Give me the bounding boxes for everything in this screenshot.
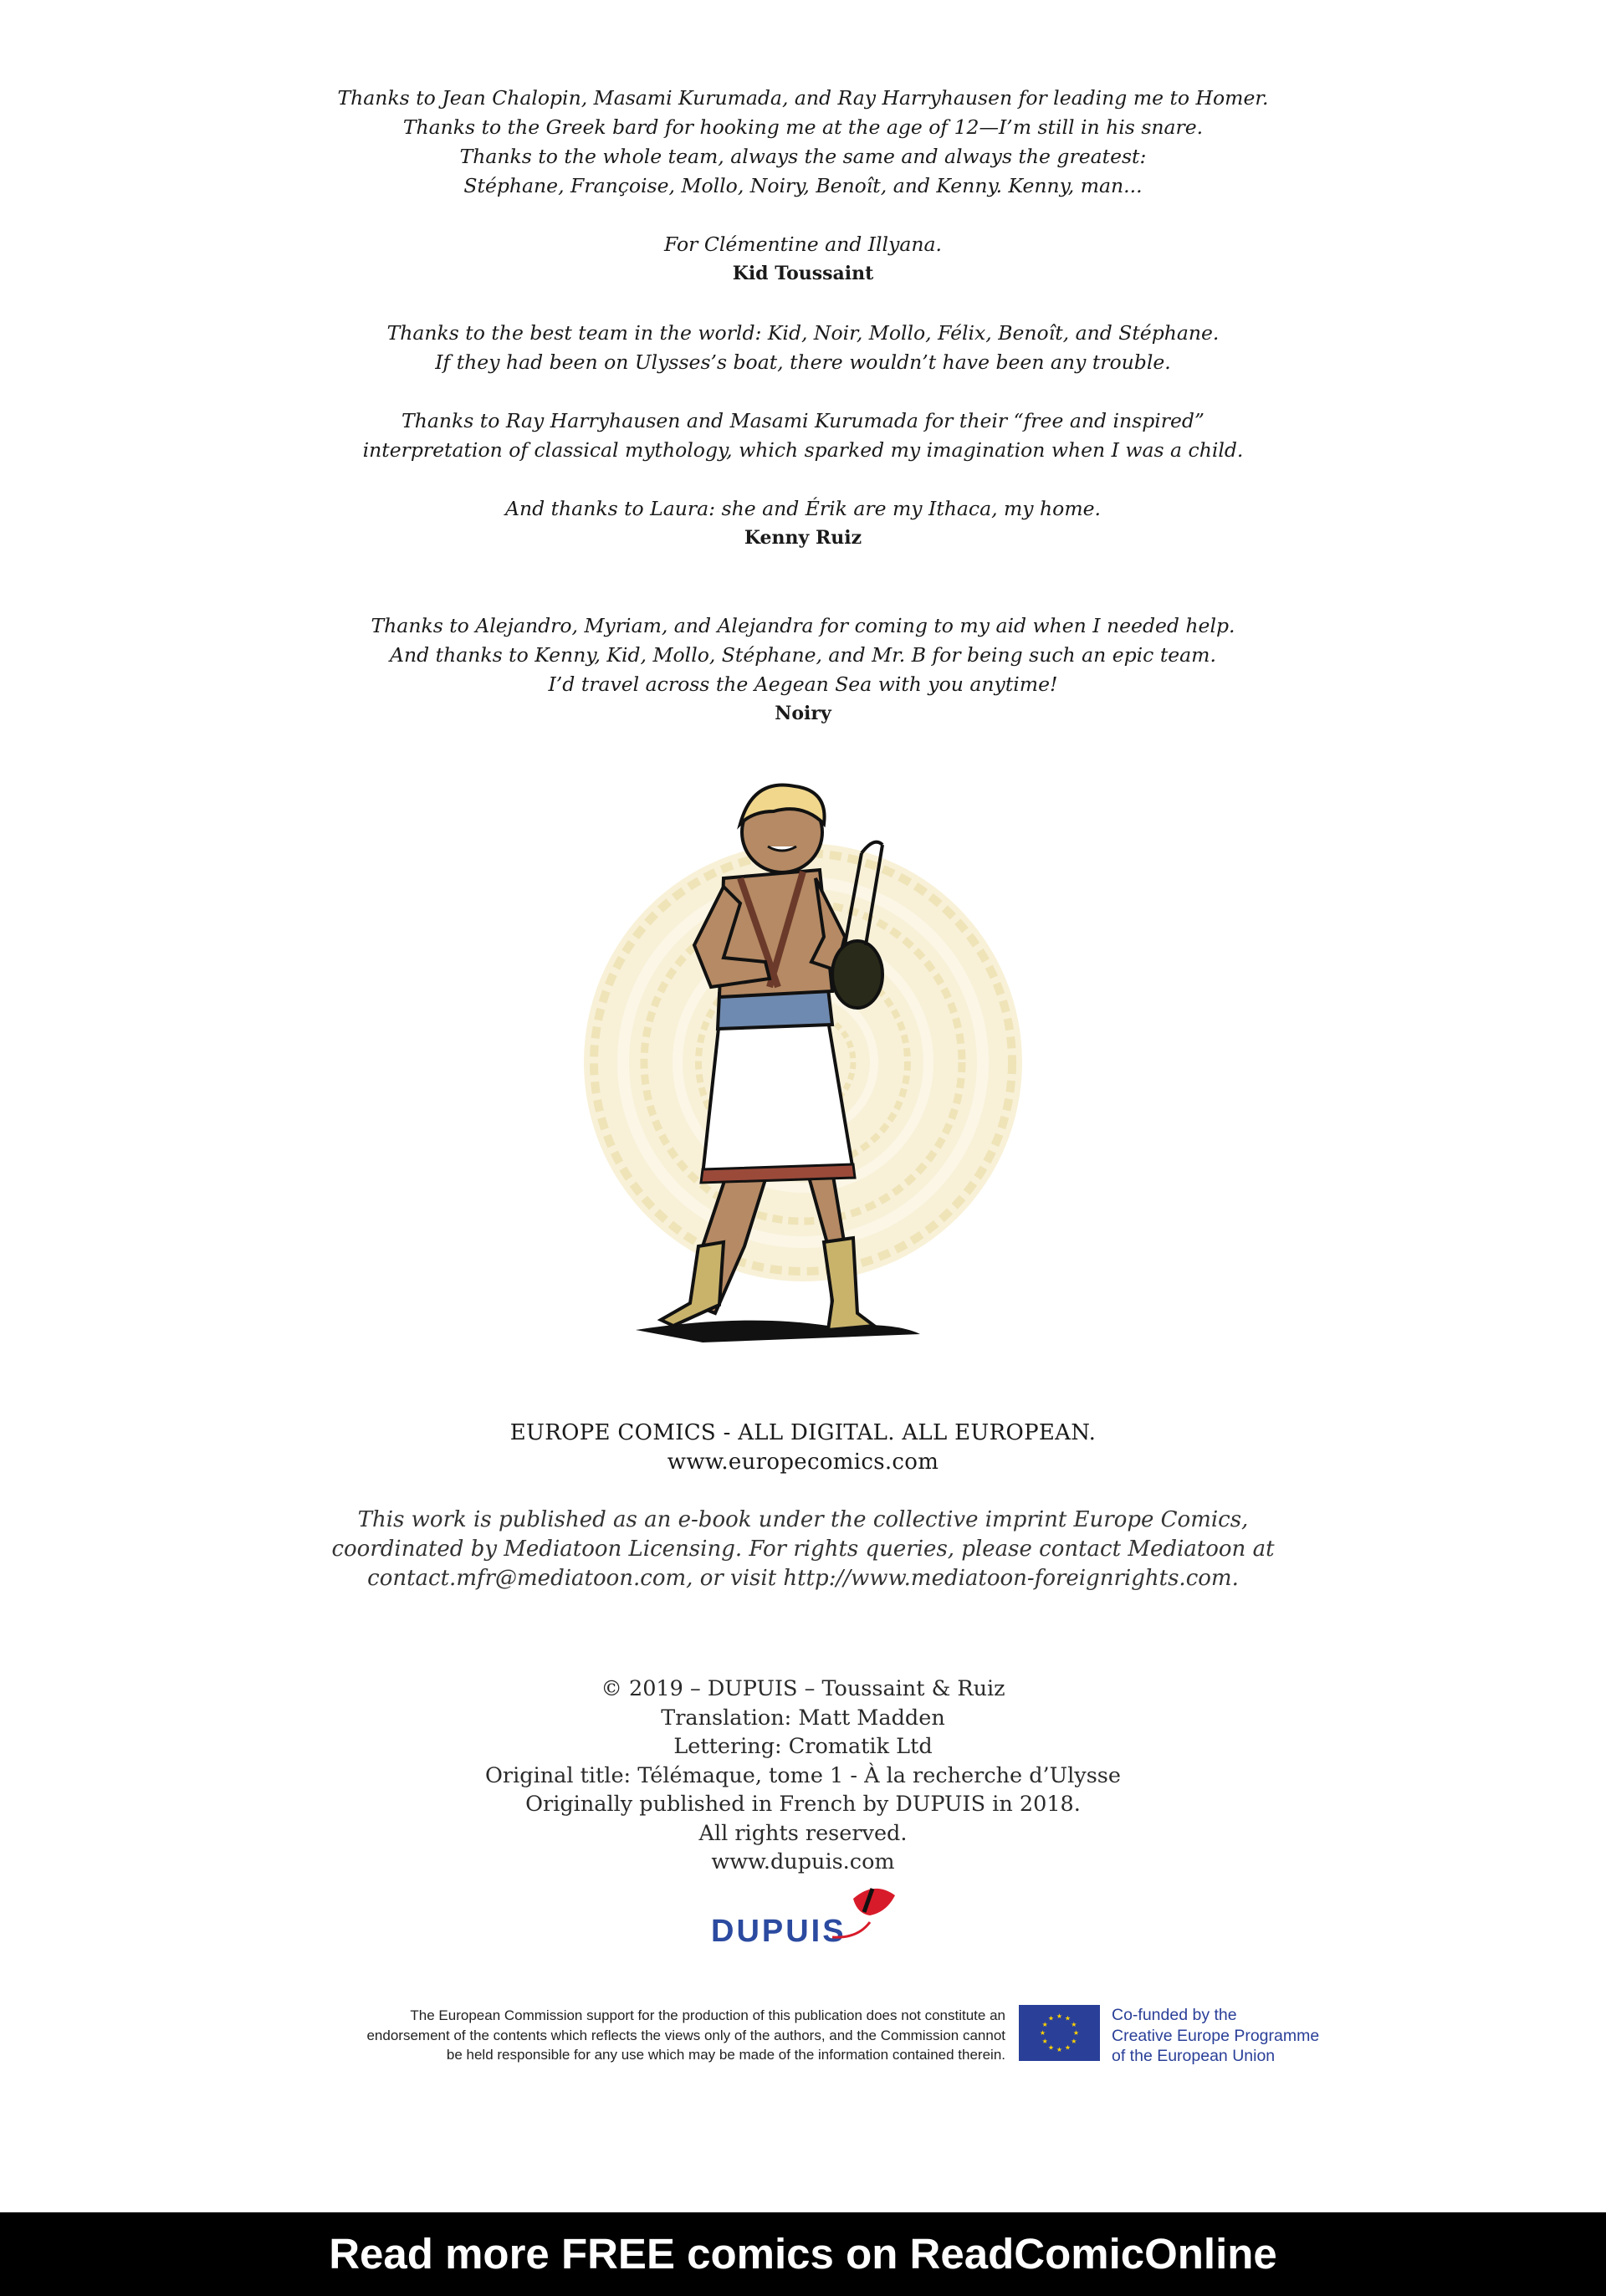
thanks-noiry-section (0, 611, 1606, 729)
signature-kid-toussaint: Kid Toussaint (732, 263, 874, 284)
signature-noiry: Noiry (775, 703, 831, 724)
thanks-line: And thanks to Kenny, Kid, Mollo, Stéphane, and Mr. B for being such an epic team. (390, 643, 1216, 667)
eu-cofunded-line: Creative Europe Programme (1112, 2026, 1320, 2045)
thanks-kid-section (0, 84, 1606, 201)
eu-star-icon: ★ (1047, 2014, 1055, 2022)
thanks-line: Thanks to Jean Chalopin, Masami Kurumada, and Ray Harryhausen for leading me to Homer. (337, 86, 1269, 110)
dupuis-logo-text: DUPUIS (711, 1914, 846, 1947)
eu-star-icon: ★ (1047, 2043, 1055, 2052)
eu-flag-icon (1019, 2005, 1100, 2061)
thanks-line: Thanks to the best team in the world: Kid, Noir, Mollo, Félix, Benoît, and Stéphane. (386, 321, 1220, 345)
thanks-line: Thanks to the Greek bard for hooking me at the age of 12—I’m still in his snare. (402, 115, 1204, 139)
copyright-line: © 2019 – DUPUIS – Toussaint & Ruiz (601, 1676, 1005, 1701)
eu-cofunded-line: Co-funded by the (1112, 2006, 1237, 2024)
lettering-line: Lettering: Cromatik Ltd (673, 1734, 933, 1759)
eu-cofunded-text (1112, 2005, 1319, 2067)
translation-line: Translation: Matt Madden (661, 1705, 945, 1731)
thanks-line: Thanks to Alejandro, Myriam, and Alejandra for coming to my aid when I needed help. (371, 614, 1235, 637)
eu-star-icon: ★ (1039, 2029, 1046, 2037)
eu-star-icon: ★ (1041, 2038, 1048, 2045)
thanks-kenny-para3 (0, 494, 1606, 553)
original-publication-line: Originally published in French by DUPUIS in 2018. (525, 1792, 1081, 1817)
dupuis-url[interactable]: www.dupuis.com (711, 1849, 895, 1874)
eu-star-icon: ★ (1071, 2021, 1077, 2028)
imprint-line: This work is published as an e-book under the collective imprint Europe Comics, (357, 1507, 1249, 1532)
thanks-line: And thanks to Laura: she and Érik are my Ithaca, my home. (504, 497, 1101, 520)
kid-dedication-block (0, 230, 1606, 289)
eu-star-icon: ★ (1072, 2029, 1080, 2037)
imprint-paragraph (0, 1506, 1606, 1593)
eu-star-icon: ★ (1041, 2021, 1048, 2028)
europe-comics-url[interactable]: www.europecomics.com (667, 1450, 939, 1475)
eu-star-icon: ★ (1056, 2012, 1063, 2020)
imprint-line: coordinated by Mediatoon Licensing. For rights queries, please contact Mediatoon at (331, 1537, 1275, 1562)
dupuis-logo (707, 1880, 899, 1947)
europe-comics-tagline: EUROPE COMICS - ALL DIGITAL. ALL EUROPEAN. (509, 1420, 1097, 1445)
thanks-line: Thanks to Ray Harryhausen and Masami Kurumada for their “free and inspired” (402, 409, 1204, 432)
disclaimer-line: endorsement of the contents which reflects the views only of the authors, and the Commission cannot (366, 2027, 1005, 2043)
imprint-line: contact.mfr@mediatoon.com, or visit http://www.mediatoon-foreignrights.com. (367, 1566, 1239, 1591)
signature-kenny-ruiz: Kenny Ruiz (744, 527, 862, 549)
thanks-line: I’d travel across the Aegean Sea with you anytime! (548, 672, 1058, 696)
disclaimer-line: The European Commission support for the production of this publication does not constitute an (410, 2007, 1005, 2023)
eu-star-icon: ★ (1064, 2043, 1072, 2052)
thanks-line: Stéphane, Françoise, Mollo, Noiry, Benoît, and Kenny. Kenny, man... (463, 174, 1143, 197)
telemachus-character-illustration (577, 778, 1029, 1355)
thanks-kenny-para1 (0, 319, 1606, 377)
eu-cofunded-line: of the European Union (1112, 2047, 1276, 2065)
credits-block (0, 1675, 1606, 1877)
europe-comics-block (0, 1419, 1606, 1477)
thanks-kenny-para2 (0, 407, 1606, 465)
read-more-banner[interactable]: Read more FREE comics on ReadComicOnline (0, 2212, 1606, 2296)
thanks-line: interpretation of classical mythology, which sparked my imagination when I was a child. (362, 438, 1244, 462)
eu-star-icon: ★ (1071, 2038, 1077, 2045)
thanks-line: If they had been on Ulysses’s boat, there wouldn’t have been any trouble. (435, 350, 1171, 374)
dedication-line: For Clémentine and Illyana. (664, 233, 942, 256)
eu-star-icon: ★ (1064, 2014, 1072, 2022)
thanks-line: Thanks to the whole team, always the same and always the greatest: (459, 145, 1147, 168)
eu-disclaimer (209, 2006, 1005, 2065)
rights-line: All rights reserved. (698, 1820, 908, 1846)
eu-star-icon: ★ (1056, 2046, 1063, 2053)
original-title-line: Original title: Télémaque, tome 1 - À la recherche d’Ulysse (485, 1762, 1121, 1788)
disclaimer-line: be held responsible for any use which may be made of the information contained therein. (446, 2047, 1005, 2063)
